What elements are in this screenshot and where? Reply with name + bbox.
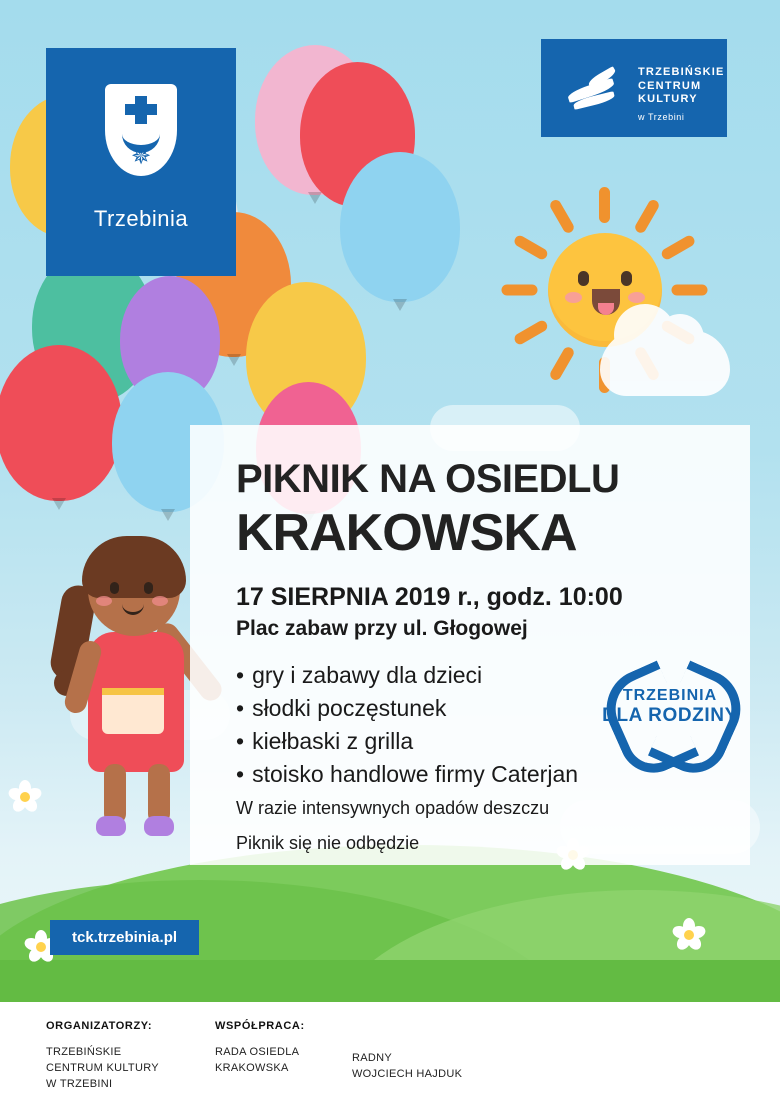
event-date: 17 SIERPNIA 2019 r., godz. 10:00 [236, 583, 623, 611]
tck-line-1: TRZEBIŃSKIE [638, 66, 725, 78]
list-item: • kiełbaski z grilla [236, 725, 578, 758]
footer-organizers-line-1: TRZEBIŃSKIE [46, 1046, 122, 1058]
footer-councillor-line-2: WOJCIECH HAJDUK [352, 1068, 463, 1080]
footer-cooperation-line-2: KRAKOWSKA [215, 1062, 289, 1074]
tck-logo [541, 39, 727, 137]
weather-note-line-1: W razie intensywnych opadów deszczu [236, 798, 550, 818]
event-place: Plac zabaw przy ul. Głogowej [236, 617, 528, 640]
list-item: • stoisko handlowe firmy Caterjan [236, 758, 578, 791]
footer [0, 1002, 780, 1100]
event-info-panel [190, 425, 750, 865]
list-item: • gry i zabawy dla dzieci [236, 659, 578, 692]
flower-icon [8, 780, 42, 814]
shield-icon [105, 84, 177, 176]
heart-logo-line-1: TRZEBINIA [622, 687, 718, 704]
footer-organizers [46, 1020, 159, 1092]
website-link[interactable]: tck.trzebinia.pl [50, 920, 199, 955]
footer-organizers-line-3: W TRZEBINI [46, 1078, 113, 1090]
page-title-line-2: KRAKOWSKA [236, 504, 577, 562]
trzebinia-dla-rodziny-logo [600, 660, 740, 765]
list-item: • słodki poczęstunek [236, 692, 578, 725]
footer-councillor [352, 1050, 462, 1082]
trzebinia-crest-logo [46, 48, 236, 276]
footer-cooperation-label: WSPÓŁPRACA: [215, 1020, 305, 1032]
footer-cooperation-line-1: RADA OSIEDLA [215, 1046, 300, 1058]
balloon [340, 152, 460, 302]
heart-logo-line-2: DLA RODZINY [602, 705, 738, 726]
footer-councillor-line-1: RADNY [352, 1052, 393, 1064]
tck-sub: w Trzebini [638, 111, 685, 122]
heart-logo-text [600, 686, 740, 726]
page-title-line-1: PIKNIK NA OSIEDLU [236, 457, 620, 501]
footer-organizers-line-2: CENTRUM KULTURY [46, 1062, 159, 1074]
flower-icon [672, 918, 706, 952]
grass-band [0, 960, 780, 1002]
weather-note-line-2: Piknik się nie odbędzie [236, 833, 420, 853]
footer-organizers-label: ORGANIZATORZY: [46, 1020, 153, 1032]
footer-cooperation [215, 1020, 305, 1076]
tck-line-2: CENTRUM [638, 79, 702, 92]
star-icon: ✵ [130, 143, 152, 170]
cross-icon [135, 96, 147, 124]
tck-logo-text [638, 66, 725, 124]
cloud-icon [600, 330, 730, 396]
attractions-list [236, 659, 578, 791]
flame-swoosh-icon [567, 69, 621, 109]
tck-line-3: KULTURY [638, 93, 698, 105]
crest-label: Trzebinia [93, 206, 189, 231]
balloon [0, 345, 122, 501]
